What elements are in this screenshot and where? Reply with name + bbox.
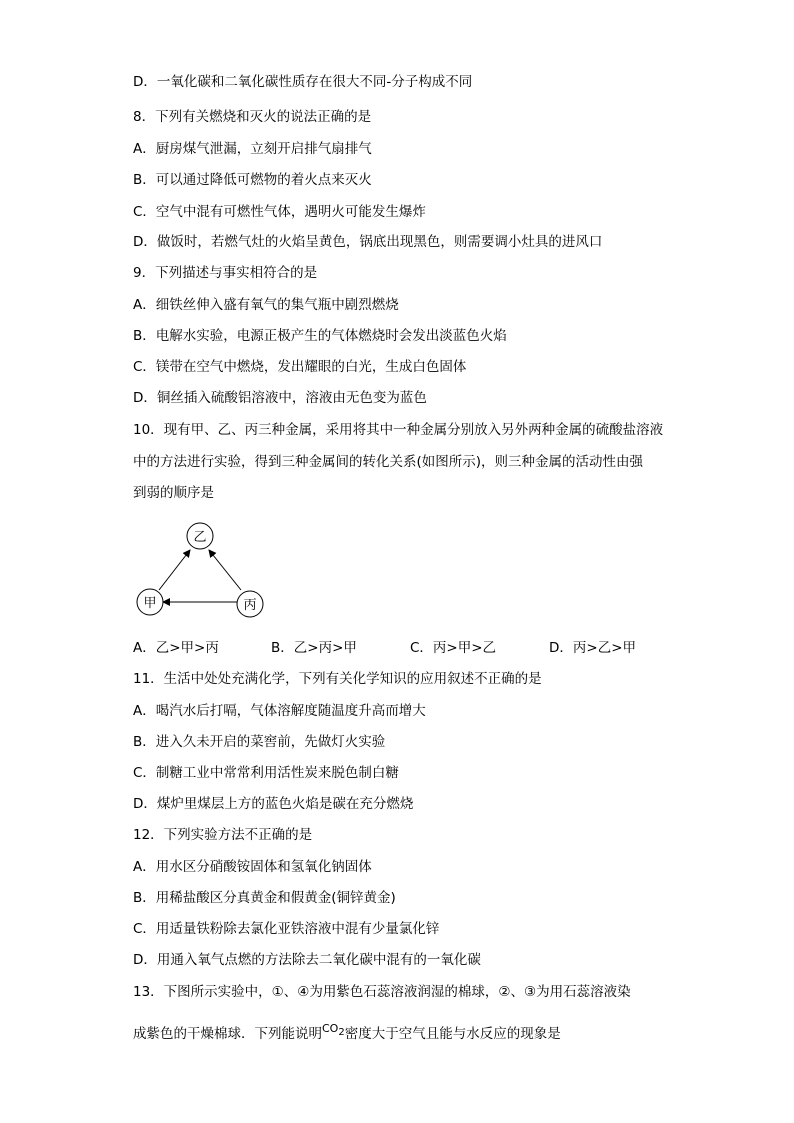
- co2-formula-main: CO: [322, 1022, 339, 1035]
- q11-option-d: D．煤炉里煤层上方的蓝色火焰是碳在充分燃烧: [133, 796, 414, 812]
- q8-option-d: D．做饭时，若燃气灶的火焰呈黄色，锅底出现黑色，则需要调小灶具的进风口: [133, 234, 603, 250]
- q9-stem: 9．下列描述与事实相符合的是: [133, 265, 318, 281]
- arrow-bing-to-yi: [209, 550, 241, 590]
- q12-option-a: A．用水区分硝酸铵固体和氢氧化钠固体: [133, 859, 372, 875]
- q8-stem: 8．下列有关燃烧和灭火的说法正确的是: [133, 109, 372, 125]
- q13-stem-line2-post: 密度大于空气且能与水反应的现象是: [344, 1026, 561, 1042]
- q12-option-c: C．用适量铁粉除去氯化亚铁溶液中混有少量氯化锌: [133, 921, 440, 937]
- q9-option-a: A．细铁丝伸入盛有氧气的集气瓶中剧烈燃烧: [133, 297, 399, 313]
- node-jia-label: 甲: [143, 596, 157, 611]
- q13-stem-line1: 13．下图所示实验中，①、④为用紫色石蕊溶液润湿的棉球，②、③为用石蕊溶液染: [133, 984, 631, 1000]
- co2-formula-subscript: 2: [338, 1027, 345, 1038]
- q11-stem: 11．生活中处处充满化学，下列有关化学知识的应用叙述不正确的是: [133, 671, 542, 687]
- q11-option-b: B．进入久未开启的菜窖前，先做灯火实验: [133, 734, 386, 750]
- q8-option-b: B．可以通过降低可燃物的着火点来灭火: [133, 172, 372, 188]
- q10-options: [133, 638, 653, 658]
- q9-option-c: C．镁带在空气中燃烧，发出耀眼的白光，生成白色固体: [133, 359, 467, 375]
- node-yi-label: 乙: [193, 530, 207, 545]
- co2-formula: [322, 1022, 345, 1038]
- q10-option-d: D．丙>乙>甲: [549, 640, 637, 656]
- q12-option-d: D．用通入氧气点燃的方法除去二氧化碳中混有的一氧化碳: [133, 952, 481, 968]
- q10-option-a: A．乙>甲>丙: [133, 640, 219, 656]
- q9-option-d: D．铜丝插入硫酸铝溶液中，溶液由无色变为蓝色: [133, 390, 427, 406]
- q10-option-c: C．丙>甲>乙: [410, 640, 497, 656]
- q10-option-b: B．乙>丙>甲: [271, 640, 357, 656]
- arrow-jia-to-yi: [159, 550, 190, 590]
- q13-stem-line2: [133, 1019, 561, 1044]
- q8-option-a: A．厨房煤气泄漏，立刻开启排气扇排气: [133, 141, 372, 157]
- q10-stem-line1: 10．现有甲、乙、丙三种金属，采用将其中一种金属分别放入另外两种金属的硫酸盐溶液: [133, 422, 664, 438]
- node-bing-label: 丙: [243, 598, 257, 613]
- diagram-svg: [128, 518, 278, 618]
- metal-transformation-diagram: [128, 518, 278, 618]
- q13-stem-line2-pre: 成紫色的干燥棉球．下列能说明: [133, 1026, 322, 1042]
- q10-stem-line3: 到弱的顺序是: [133, 485, 214, 501]
- q8-option-c: C．空气中混有可燃性气体，遇明火可能发生爆炸: [133, 204, 426, 220]
- q12-stem: 12．下列实验方法不正确的是: [133, 827, 313, 843]
- q12-option-b: B．用稀盐酸区分真黄金和假黄金(铜锌黄金): [133, 890, 396, 906]
- q9-option-b: B．电解水实验，电源正极产生的气体燃烧时会发出淡蓝色火焰: [133, 328, 507, 344]
- q11-option-a: A．喝汽水后打嗝，气体溶解度随温度升高而增大: [133, 703, 426, 719]
- q7-option-d: D．一氧化碳和二氧化碳性质存在很大不同-分子构成不同: [133, 74, 473, 90]
- q11-option-c: C．制糖工业中常常利用活性炭来脱色制白糖: [133, 765, 399, 781]
- q10-stem-line2: 中的方法进行实验，得到三种金属间的转化关系(如图所示)，则三种金属的活动性由强: [133, 454, 644, 470]
